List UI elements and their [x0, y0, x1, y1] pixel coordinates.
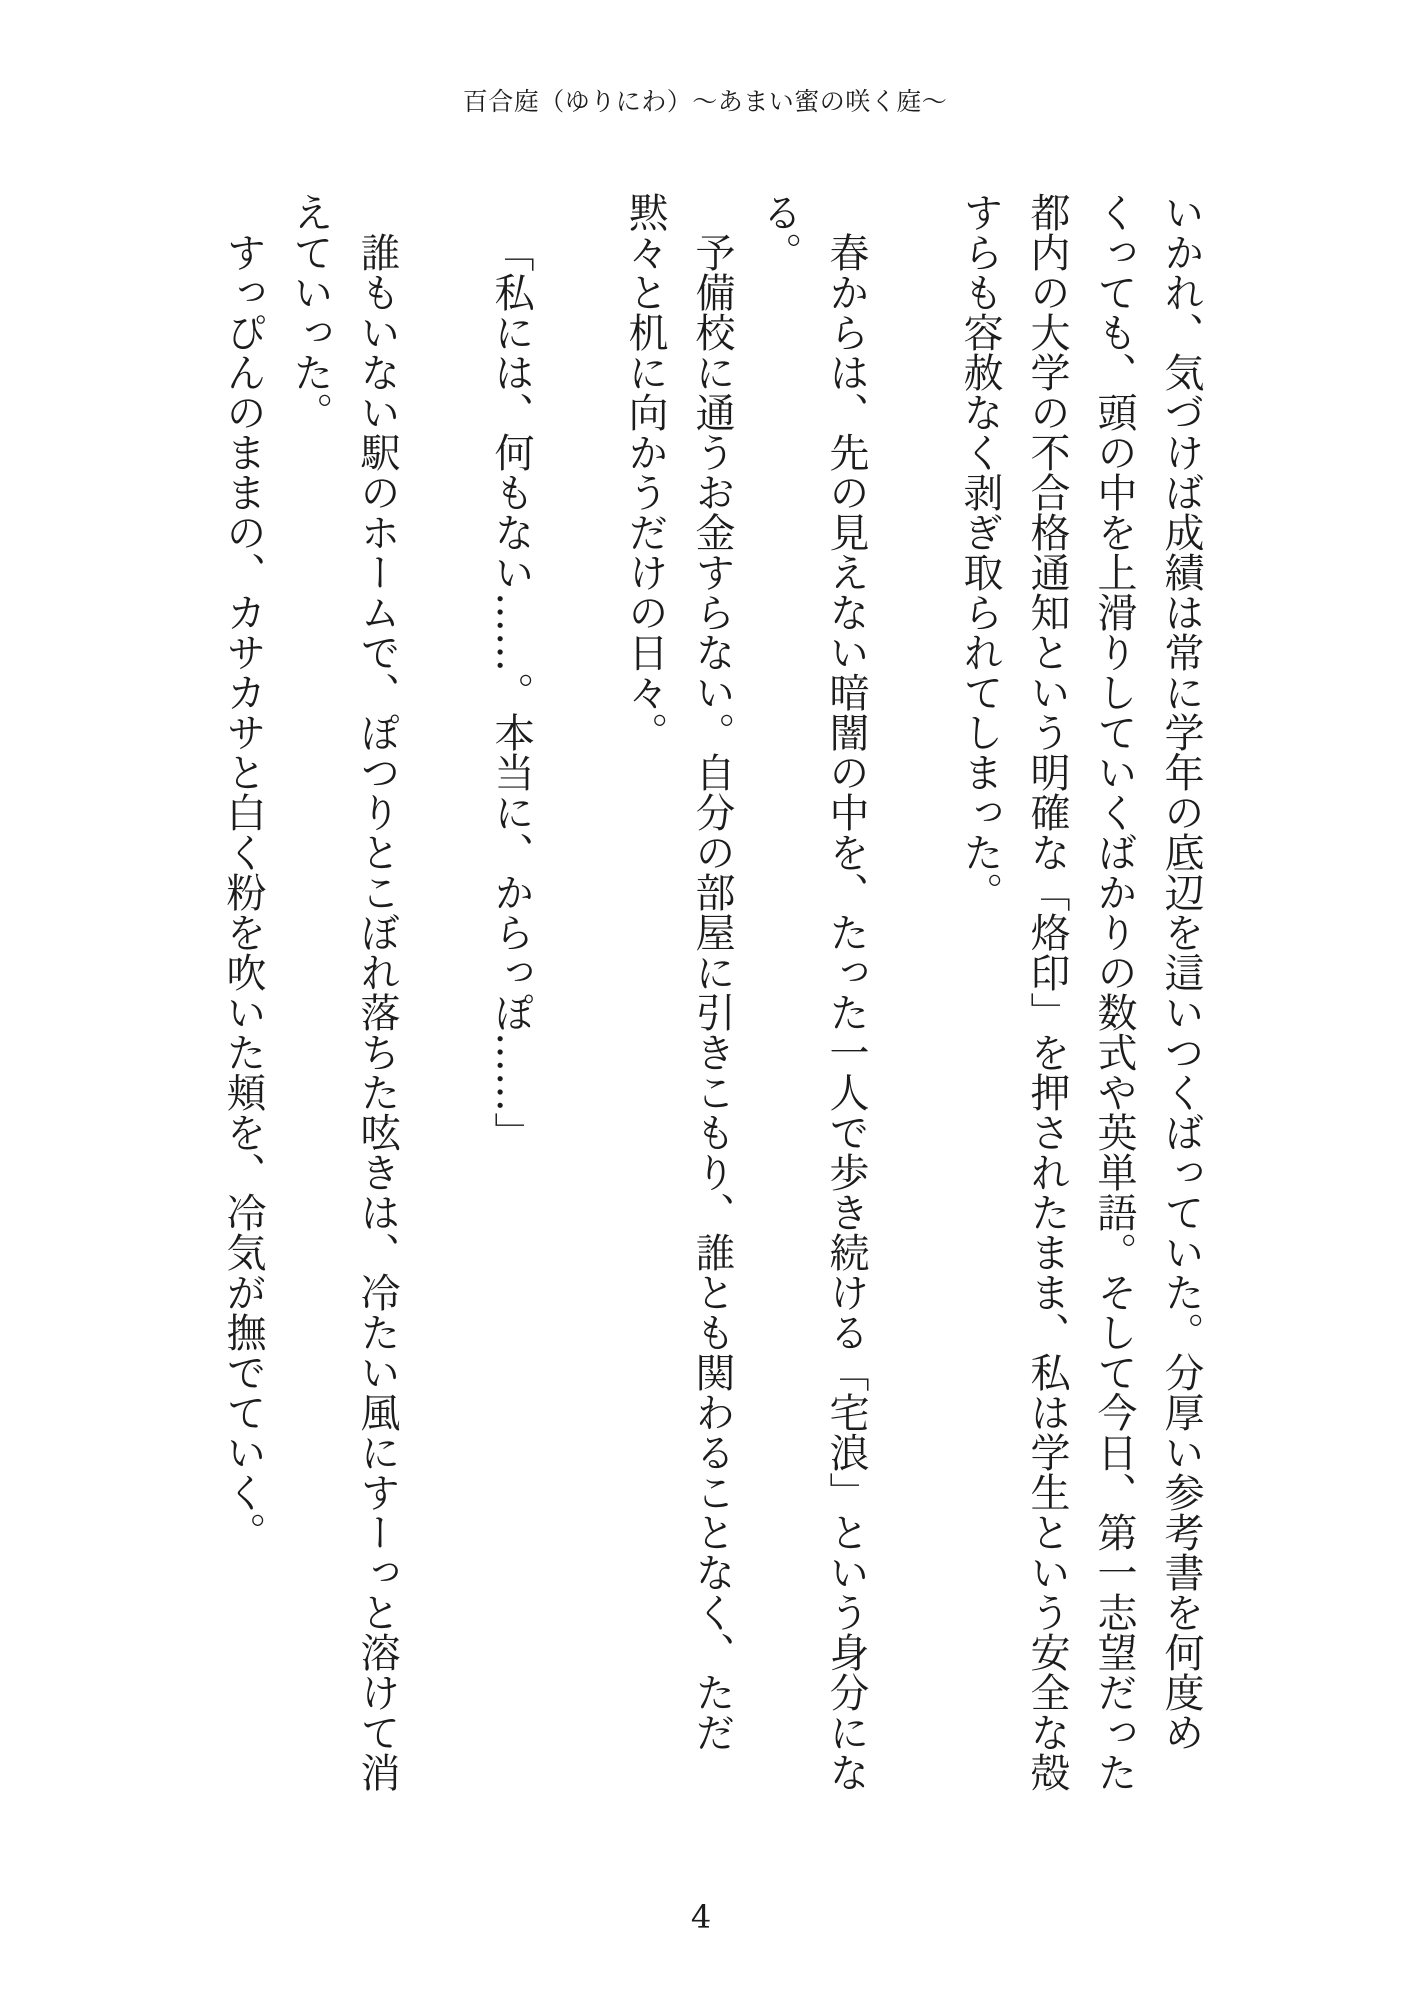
- paragraph-spacer: [544, 192, 611, 1807]
- page-header-title: 百合庭（ゆりにわ）〜あまい蜜の咲く庭〜: [462, 87, 948, 116]
- paragraph: すっぴんのままの、カサカサと白く粉を吹いた頬を、冷気が撫でていく。: [220, 232, 266, 1552]
- paragraph: 春からは、先の見えない暗闇の中を、たった一人で歩き続ける「宅浪」という身分になる。: [756, 192, 869, 1792]
- paragraph: 予備校に通うお金すらない。自分の部屋に引きこもり、誰とも関わることなく、ただ黙々と机に向かうだけの日々。: [622, 192, 735, 1752]
- paragraph: いかれ、気づけば成績は常に学年の底辺を這いつくばっていた。分厚い参考書を何度めくっても、頭の中を上滑りしていくばかりの数式や英単語。そして今日、第一志望だった都内の大学の不合格通知という明確な「烙印」を押されたまま、私は学生という安全な殻すらも容赦なく剥ぎ取られてしまった。: [957, 192, 1204, 1792]
- page-number: 4: [690, 1898, 712, 1936]
- paragraph-spacer: [410, 192, 477, 1807]
- paragraph: 誰もいない駅のホームで、ぽつりとこぼれ落ちた呟きは、冷たい風にすーっと溶けて消えていった。: [287, 192, 400, 1792]
- paragraph: 「私には、何もない……。本当に、からっぽ……」: [488, 232, 534, 1152]
- body-text: [209, 192, 1214, 1807]
- paragraph-spacer: [879, 192, 946, 1807]
